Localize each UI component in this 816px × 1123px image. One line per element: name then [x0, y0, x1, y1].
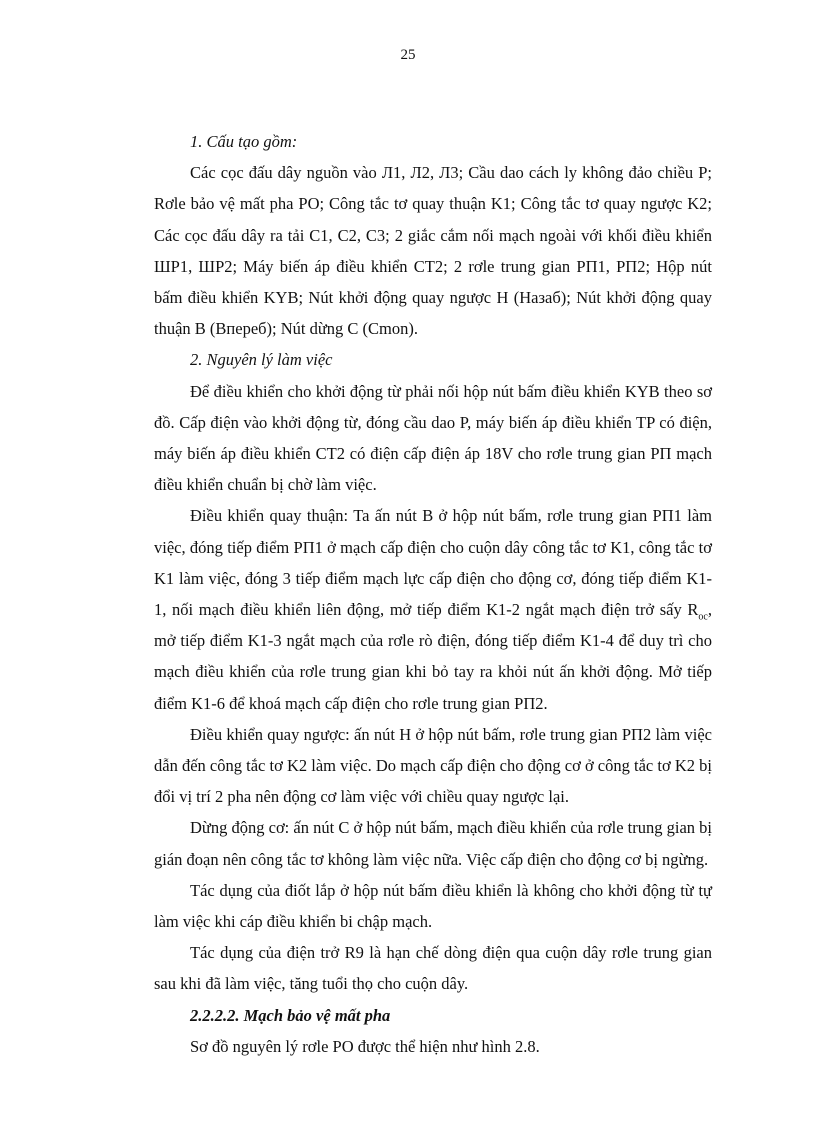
principle-paragraph: Để điều khiển cho khởi động từ phải nối hộp nút bấm điều khiển KYB theo sơ đồ. Cấp điện vào khởi động từ, đóng cầu dao P, máy biến áp điều khiển TP có điện, máy biến áp điều khiển CT2 có điện cấp điện áp 18V cho rơle trung gian PП mạch điều khiển chuẩn bị chờ làm việc.	[154, 381, 712, 495]
principle-heading: 2. Nguyên lý làm việc	[190, 350, 333, 370]
page-number: 25	[400, 47, 416, 63]
document-body	[154, 126, 712, 1062]
forward-text-part1: Điều khiển quay thuận: Ta ấn nút B ở hộp nút bấm, rơle trung gian PП1 làm việc, đóng tiếp điểm PП1 ở mạch cấp điện cho cuộn dây công tắc tơ K1, công tắc tơ K1 làm việc, đóng 3 tiếp điểm mạch lực cấp điện cho động cơ, đóng tiếp điểm K1-1, nối mạch điều khiển liên động, mở tiếp điểm K1-2 ngắt mạch điện trở sấy R	[154, 506, 712, 620]
structure-heading: 1. Cấu tạo gồm:	[190, 132, 298, 151]
diode-paragraph: Tác dụng của điốt lắp ở hộp nút bấm điều khiển là không cho khởi động từ tự làm việc khi cáp điều khiển bi chập mạch.	[154, 880, 712, 932]
resistor-subscript: oc	[698, 611, 708, 623]
structure-paragraph: Các cọc đấu dây nguồn vào Л1, Л2, Л3; Cầu dao cách ly không đảo chiều P; Rơle bảo vệ mất pha PO; Công tắc tơ quay thuận K1; Công tắc tơ quay ngược K2; Các cọc đấu dây ra tải C1, C2, C3; 2 giắc cắm nối mạch ngoài với khối điều khiển ШР1, ШР2; Máy biến áp điều khiển CT2; 2 rơle trung gian PП1, PП2; Hộp nút bấm điều khiển KYB; Nút khởi động quay ngược H (Haзaб); Nút khởi động quay thuận B (Bпepeб); Nút dừng C (Cmon).	[154, 163, 712, 339]
phase-protection-paragraph: Sơ đồ nguyên lý rơle PO được thể hiện như hình 2.8.	[190, 1036, 540, 1056]
phase-protection-heading: 2.2.2.2. Mạch bảo vệ mất pha	[190, 1005, 391, 1025]
forward-control-paragraph	[154, 500, 712, 718]
resistor-paragraph: Tác dụng của điện trở R9 là hạn chế dòng điện qua cuộn dây rơle trung gian sau khi đã làm việc, tăng tuổi thọ cho cuộn dây.	[154, 943, 712, 994]
stop-motor-paragraph: Dừng động cơ: ấn nút C ở hộp nút bấm, mạch điều khiển của rơle trung gian bị gián đoạn nên công tắc tơ không làm việc nữa. Việc cấp điện cho động cơ bị ngừng.	[154, 818, 712, 869]
reverse-control-paragraph: Điều khiển quay ngược: ấn nút H ở hộp nút bấm, rơle trung gian PП2 làm việc dẫn đến công tắc tơ K2 làm việc. Do mạch cấp điện cho động cơ ở công tắc tơ K2 bị đổi vị trí 2 pha nên động cơ làm việc với chiều quay ngược lại.	[154, 724, 712, 807]
forward-text-part2: , mở tiếp điểm K1-3 ngắt mạch của rơle rò điện, đóng tiếp điểm K1-4 để duy trì cho mạch điều khiển của rơle trung gian khi bỏ tay ra khỏi nút ấn khởi động. Mở tiếp điểm K1-6 để khoá mạch cấp điện cho rơle trung gian PП2.	[154, 600, 712, 713]
